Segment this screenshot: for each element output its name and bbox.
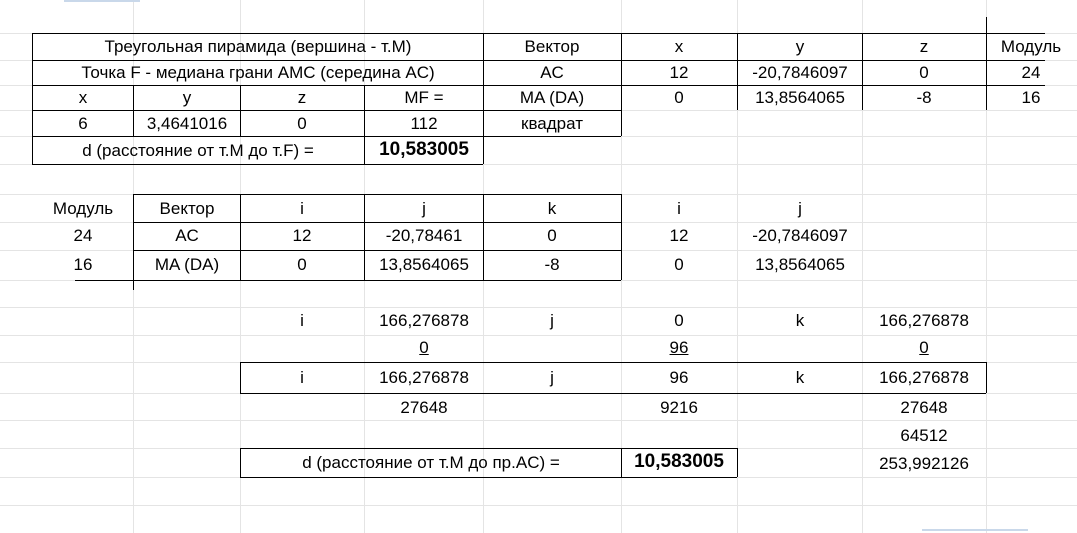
vector-ma-name: MA (DA) [519, 88, 585, 107]
square-sum: 64512 [900, 426, 948, 445]
vector-ma-x: 0 [674, 88, 684, 107]
cross-header-i2: i [677, 199, 681, 218]
cross-ma-modulus: 16 [73, 255, 93, 274]
calc-r3-jv: 96 [669, 368, 689, 387]
vector-ac-name: AC [540, 63, 564, 82]
calc-r1-jv: 0 [674, 311, 684, 330]
calc-r2-a: 0 [419, 338, 429, 357]
vector-ac-modulus: 24 [1021, 63, 1041, 82]
calc-r3-kv: 166,276878 [879, 368, 969, 387]
vector-header-z: z [919, 37, 929, 56]
cross-header-j2: j [798, 199, 802, 218]
cross-ma-i: 0 [297, 255, 307, 274]
calc-r1-k: k [795, 311, 805, 330]
header-z: z [297, 88, 307, 107]
pyramid-title: Треугольная пирамида (вершина - т.M) [104, 37, 412, 56]
vector-header-x: x [674, 37, 684, 56]
vector-ac-y: -20,7846097 [752, 63, 848, 82]
distance-ac-value: 10,583005 [634, 451, 724, 472]
cross-ma-vector: MA (DA) [154, 255, 220, 274]
cross-ac-i2: 12 [669, 226, 689, 245]
header-x: x [78, 88, 88, 107]
value-y: 3,4641016 [146, 114, 228, 133]
pyramid-subtitle: Точка F - медиана грани AMC (середина AC) [81, 63, 435, 82]
vector-ma-modulus: 16 [1021, 88, 1041, 107]
cross-header-i: i [300, 199, 304, 218]
square-i: 27648 [400, 398, 448, 417]
cross-ac-i: 12 [292, 226, 312, 245]
cross-ac-j2: -20,7846097 [752, 226, 848, 245]
sqrt-value: 253,992126 [879, 454, 969, 473]
calc-r1-j: j [550, 311, 554, 330]
distance-mf-value: 10,583005 [379, 139, 469, 160]
calc-r3-iv: 166,276878 [379, 368, 469, 387]
distance-ac-label: d (расстояние от т.М до пр.AC) = [302, 453, 560, 472]
value-mf: 112 [410, 114, 438, 133]
square-label: квадрат [521, 114, 583, 133]
cross-header-vector: Вектор [159, 199, 215, 218]
calc-r2-c: 0 [919, 338, 929, 357]
value-x: 6 [78, 114, 88, 133]
distance-mf-label: d (расстояние от т.М до т.F) = [82, 141, 314, 160]
calc-r1-kv: 166,276878 [879, 311, 969, 330]
header-mf: MF = [404, 88, 444, 107]
square-j: 9216 [660, 398, 698, 417]
cross-header-modulus: Модуль [52, 199, 114, 218]
vector-ma-y: 13,8564065 [755, 88, 845, 107]
calc-r3-j: j [550, 368, 554, 387]
selection-mark-top [64, 0, 140, 2]
cross-ma-j2: 13,8564065 [755, 255, 845, 274]
calc-r3-k: k [795, 368, 805, 387]
cross-ac-modulus: 24 [73, 226, 93, 245]
vector-ma-z: -8 [916, 88, 932, 107]
vector-ac-x: 12 [669, 63, 689, 82]
selection-mark-bottom [922, 529, 1028, 531]
cross-ac-j: -20,78461 [385, 226, 463, 245]
calc-r3-i: i [300, 368, 304, 387]
cross-ma-k: -8 [544, 255, 560, 274]
cross-ac-k: 0 [547, 226, 557, 245]
vector-ac-z: 0 [919, 63, 929, 82]
cross-ma-j: 13,8564065 [379, 255, 469, 274]
cross-header-j: j [422, 199, 426, 218]
header-y: y [182, 88, 192, 107]
cross-ac-vector: AC [175, 226, 199, 245]
value-z: 0 [297, 114, 307, 133]
vector-header-modulus: Модуль [1000, 37, 1062, 56]
vector-header-y: y [795, 37, 805, 56]
calc-r1-i: i [300, 311, 304, 330]
cross-ma-i2: 0 [674, 255, 684, 274]
vector-header: Вектор [524, 37, 580, 56]
calc-r1-iv: 166,276878 [379, 311, 469, 330]
square-k: 27648 [900, 398, 948, 417]
cross-header-k: k [547, 199, 557, 218]
calc-r2-b: 96 [669, 338, 689, 357]
